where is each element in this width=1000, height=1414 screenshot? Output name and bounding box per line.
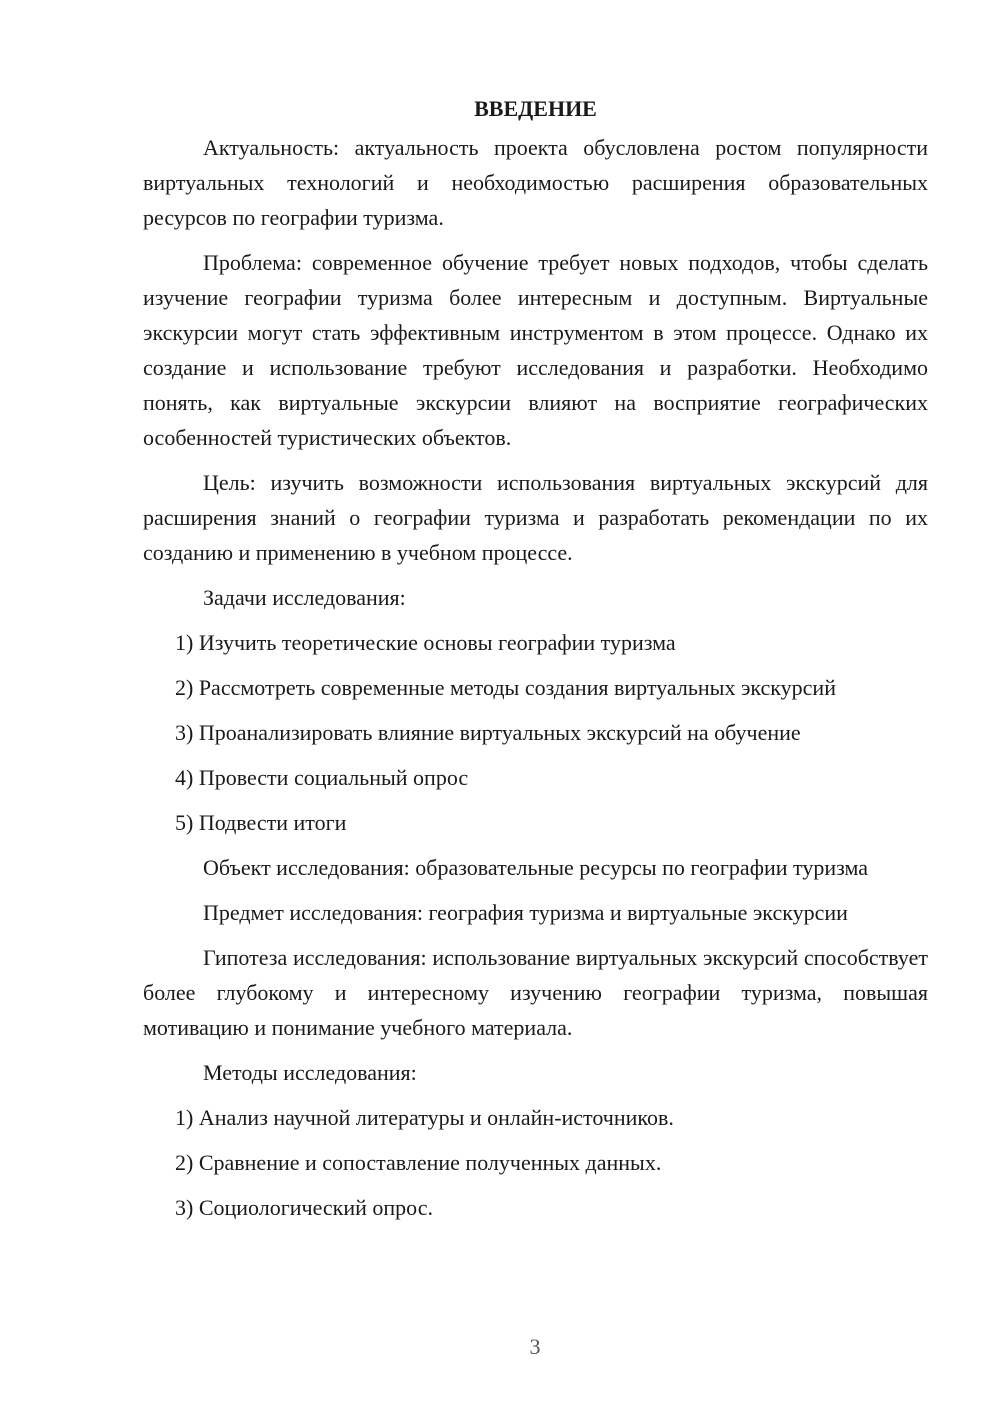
list-item: 1) Изучить теоретические основы географии туризма	[175, 630, 676, 655]
goal-paragraph: Цель: изучить возможности использования виртуальных экскурсий для расширения знаний о географии туризма и разработать рекомендации по их созданию и применению в учебном процессе.	[143, 470, 928, 565]
page-content	[143, 91, 928, 1235]
hypothesis-paragraph: Гипотеза исследования: использование виртуальных экскурсий способствует более глубокому и интересному изучению географии туризма, повышая мотивацию и понимание учебного материала.	[143, 945, 928, 1040]
list-item: 5) Подвести итоги	[175, 810, 347, 835]
list-item: 2) Сравнение и сопоставление полученных данных.	[175, 1150, 662, 1175]
list-item: 3) Проанализировать влияние виртуальных экскурсий на обучение	[175, 720, 801, 745]
list-item: 4) Провести социальный опрос	[175, 765, 469, 790]
problem-paragraph: Проблема: современное обучение требует новых подходов, чтобы сделать изучение географии туризма более интересным и доступным. Виртуальные экскурсии могут стать эффективным инструментом в этом процессе. Однако их создание и использование требуют исследования и разработки. Необходимо понять, как виртуальные экскурсии влияют на восприятие географических особенностей туристических объектов.	[143, 250, 928, 450]
object-paragraph: Объект исследования: образовательные ресурсы по географии туризма	[203, 855, 869, 880]
list-item: 2) Рассмотреть современные методы создания виртуальных экскурсий	[175, 675, 836, 700]
list-item: 3) Социологический опрос.	[175, 1195, 433, 1220]
methods-list	[143, 1100, 928, 1225]
subject-paragraph: Предмет исследования: география туризма и виртуальные экскурсии	[203, 900, 848, 925]
methods-heading: Методы исследования:	[203, 1060, 417, 1085]
page-number: 3	[529, 1334, 541, 1359]
relevance-paragraph: Актуальность: актуальность проекта обусловлена ростом популярности виртуальных технологий и необходимостью расширения образовательных ресурсов по географии туризма.	[143, 135, 928, 230]
list-item: 1) Анализ научной литературы и онлайн-источников.	[175, 1105, 674, 1130]
tasks-list	[143, 625, 928, 840]
tasks-heading: Задачи исследования:	[203, 585, 406, 610]
section-title: ВВЕДЕНИЕ	[474, 96, 597, 121]
